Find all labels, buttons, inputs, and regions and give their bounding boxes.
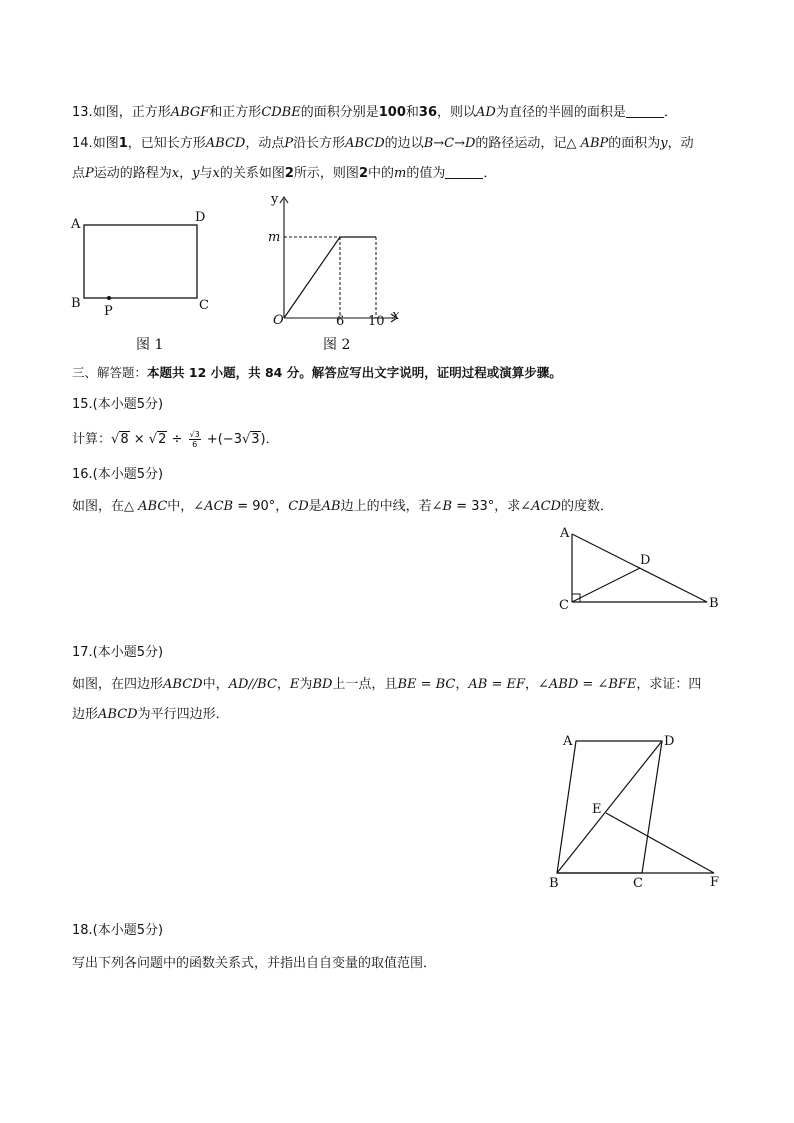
label-d: D — [195, 210, 206, 225]
q14-var: y — [660, 136, 668, 151]
q14-text: ，已知长方形 — [127, 136, 206, 151]
tick-6: 6 — [336, 314, 345, 329]
sqrt-8: 8 — [120, 432, 129, 447]
q14-text: ，动点 — [245, 136, 285, 151]
q13-text: 的面积分别是 — [300, 105, 379, 120]
label-c: C — [559, 598, 569, 613]
q14-point: P — [85, 166, 94, 181]
q16-text: 的度数． — [560, 499, 613, 514]
fraction-numerator: √3 — [189, 430, 200, 439]
q13-text: ，则以 — [437, 105, 477, 120]
q16-text: 边上的中线，若 — [340, 499, 432, 514]
label-p: P — [104, 304, 113, 319]
q14-text: 的边以 — [384, 136, 424, 151]
q13-value-1: 100 — [378, 105, 406, 120]
section-3-heading — [72, 364, 562, 382]
q13-text: 为直径的半圆的面积是 — [495, 105, 626, 120]
label-c: C — [199, 298, 209, 313]
q14-var: x — [212, 166, 220, 181]
q14-text: 中的 — [367, 166, 394, 181]
divide-sign: ÷ — [167, 432, 187, 447]
q17-text: 边形 — [72, 707, 99, 722]
times-sign: × — [129, 432, 149, 447]
question-17-line-2 — [72, 706, 229, 724]
graph-line — [284, 237, 376, 318]
q15-expression: 计算：√8 × √2 ÷ $\frac{√3}{6}$ +(−3√3)． — [72, 430, 279, 449]
q14-text: 点 — [72, 166, 86, 181]
q13-segment: AD — [476, 105, 496, 120]
q16-segment: CD — [288, 499, 309, 514]
sqrt-2: 2 — [158, 432, 167, 447]
q17-text: ， — [276, 677, 290, 692]
label-m: m — [268, 230, 281, 245]
q14-text: ，动 — [667, 136, 694, 151]
question-17-line-1 — [72, 676, 701, 694]
q14-fig-ref: 1 — [118, 136, 128, 151]
q14-fig-ref: 2 — [284, 166, 294, 181]
q15-calc-label: 计算： — [72, 432, 112, 447]
rectangle-abcd — [84, 225, 197, 298]
sqrt-3: 3 — [251, 432, 260, 447]
point-p — [107, 296, 111, 300]
question-14-line-1 — [72, 135, 694, 153]
q15-header: 15.(本小题5分) — [72, 397, 164, 412]
q17-text: 为平行四边形． — [137, 707, 229, 722]
q14-text: 所示，则图 — [293, 166, 359, 181]
q14-text: 沿长方形 — [293, 136, 346, 151]
figure-14-2 — [265, 193, 415, 353]
q16-text: 中， — [167, 499, 194, 514]
q14-text: 的面积为 — [608, 136, 661, 151]
q14-rect: ABCD — [205, 136, 246, 151]
q17-text: 上一点，且 — [332, 677, 398, 692]
q16-text: 是 — [308, 499, 322, 514]
q14-text: 的值为 — [406, 166, 446, 181]
label-c: C — [633, 876, 643, 891]
q14-var: y — [192, 166, 200, 181]
q14-text: 的关系如图 — [219, 166, 285, 181]
q14-var: m — [394, 166, 407, 181]
segment-cd — [572, 568, 640, 602]
q14-text: 如图 — [92, 136, 119, 151]
label-a: A — [71, 217, 81, 232]
q14-text: 与 — [199, 166, 213, 181]
figure-1-caption: 图 1 — [136, 337, 164, 353]
q17-point: E — [289, 677, 300, 692]
q16-text: = 90°， — [233, 499, 289, 514]
q13-text: 如图，正方形 — [92, 105, 171, 120]
figure-14-1 — [68, 208, 228, 353]
q14-path: B→C→D — [423, 136, 476, 151]
q17-parallel: AD//BC — [228, 677, 277, 692]
label-x: x — [392, 308, 400, 323]
fraction-denominator: 6 — [192, 440, 198, 449]
q17-quad: ABCD — [163, 677, 203, 692]
q17-text: 为 — [299, 677, 313, 692]
q14-text: 运动的路程为 — [93, 166, 172, 181]
q14-text: 的路径运动，记 — [475, 136, 567, 151]
label-b: B — [709, 596, 719, 611]
q17-text: 如图，在四边形 — [72, 677, 164, 692]
q14-point: P — [284, 136, 294, 151]
q18-header: 18.(本小题5分) — [72, 923, 164, 938]
section-instructions: 本题共 12 小题，共 84 分。解答应写出文字说明，证明过程或演算步骤。 — [147, 365, 562, 380]
label-y: y — [271, 192, 279, 207]
q17-segment: BD — [312, 677, 333, 692]
q14-text: ， — [179, 166, 193, 181]
answer-blank — [626, 104, 664, 118]
fraction — [189, 430, 201, 449]
q17-text: ， — [525, 677, 539, 692]
q14-fig-ref: 2 — [358, 166, 368, 181]
figure-16 — [555, 522, 735, 622]
tick-10: 10 — [368, 314, 385, 329]
answer-blank — [445, 165, 483, 179]
q17-equation: ∠ABD = ∠BFE — [538, 677, 637, 692]
figure-2-caption: 图 2 — [323, 337, 351, 353]
q16-text: 如图，在 — [72, 499, 125, 514]
q14-end: ． — [483, 166, 497, 181]
q17-quad: ABCD — [98, 707, 138, 722]
label-b: B — [71, 296, 81, 311]
label-b: B — [549, 876, 559, 891]
q16-text: = 33°，求 — [452, 499, 521, 514]
q13-square-1: ABGF — [170, 105, 210, 120]
q16-angle: ∠ACD — [520, 499, 561, 514]
q14-rect: ABCD — [345, 136, 385, 151]
label-d: D — [664, 734, 675, 749]
q16-segment: AB — [321, 499, 341, 514]
q17-header: 17.(本小题5分) — [72, 645, 164, 660]
q13-value-2: 36 — [418, 105, 437, 120]
question-16 — [72, 498, 613, 516]
q17-text: 中， — [202, 677, 229, 692]
figure-17 — [540, 730, 730, 895]
q14-var: x — [171, 166, 180, 181]
q13-text: 和 — [405, 105, 419, 120]
q17-equation: BE = BC — [397, 677, 456, 692]
q17-text: ，求证：四 — [636, 677, 702, 692]
q13-square-2: CDBE — [261, 105, 301, 120]
label-a: A — [563, 734, 573, 749]
close-paren: )． — [260, 432, 279, 447]
section-label: 三、解答题： — [72, 365, 148, 380]
label-e: E — [592, 802, 602, 817]
q14-triangle: △ ABP — [566, 136, 609, 151]
q17-text: ， — [455, 677, 469, 692]
q16-header: 16.(本小题5分) — [72, 467, 164, 482]
q14-number: 14. — [72, 136, 93, 151]
label-f: F — [710, 875, 720, 890]
plus-term: +(−3 — [202, 432, 242, 447]
q16-angle: ∠ACB — [193, 499, 234, 514]
q13-end: ． — [663, 105, 677, 120]
label-o: O — [273, 313, 284, 328]
q16-triangle: △ ABC — [124, 499, 168, 514]
q13-text: 和正方形 — [209, 105, 262, 120]
segment-ef — [606, 813, 714, 873]
q13-number: 13. — [72, 105, 93, 120]
question-14-line-2 — [72, 165, 496, 183]
question-18: 写出下列各问题中的函数关系式，并指出自自变量的取值范围． — [72, 956, 437, 971]
label-a: A — [560, 526, 570, 541]
q17-equation: AB = EF — [468, 677, 526, 692]
question-13 — [72, 104, 677, 122]
label-d: D — [640, 553, 651, 568]
q16-angle: ∠B — [431, 499, 453, 514]
